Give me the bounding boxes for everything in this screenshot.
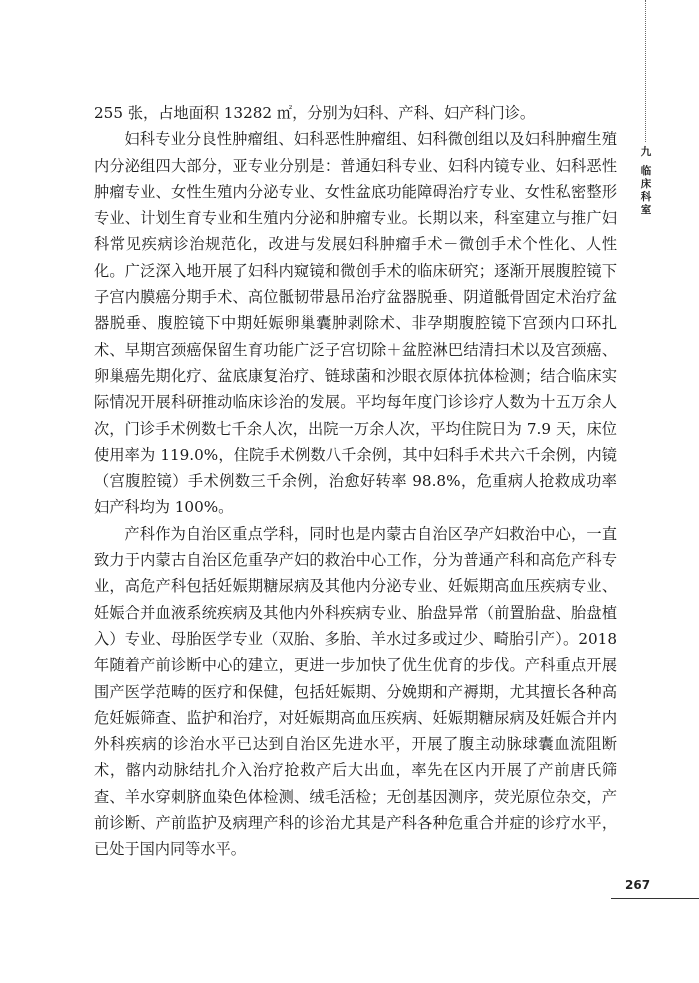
page-number-rule — [611, 898, 699, 899]
chapter-number: 九 — [640, 146, 652, 158]
paragraph-obstetrics: 产科作为自治区重点学科，同时也是内蒙古自治区孕产妇救治中心，一直致力于内蒙古自治区危重孕产妇的救治中心工作，分为普通产科和高危产科专业，高危产科包括妊娠期糖尿病及其他内分泌专业、妊娠期高血压疾病专业、妊娠合并血液系统疾病及其他内外科疾病专业、胎盘异常（前置胎盘、胎盘植入）专业、母胎医学专业（双胎、多胎、羊水过多或过少、畸胎引产）。2018 年随着产前诊断中心的建立，更进一步加快了优生优育的步伐。产科重点开展围产医学范畴的医疗和保健，包括妊娠期、分娩期和产褥期，尤其擅长各种高危妊娠筛查、监护和治疗，对妊娠期高血压疾病、妊娠期糖尿病及妊娠合并内外科疾病的诊治水平已达到自治区先进水平，开展了腹主动脉球囊血流阻断术，髂内动脉结扎介入治疗抢救产后大出血，率先在区内开展了产前唐氏筛查、羊水穿刺脐血染色体检测、绒毛活检；无创基因测序，荧光原位杂交，产前诊断、产前监护及病理产科的诊治尤其是产科各种危重合并症的诊疗水平，已处于国内同等水平。 — [94, 524, 617, 859]
paragraph-continuation: 255 张，占地面积 13282 ㎡，分别为妇科、产科、妇产科门诊。 — [94, 104, 536, 122]
chapter-title: 临床科室 — [640, 165, 652, 216]
paragraph-gynecology: 妇科专业分良性肿瘤组、妇科恶性肿瘤组、妇科微创组以及妇科肿瘤生殖内分泌组四大部分，亚专业分别是：普通妇科专业、妇科内镜专业、妇科恶性肿瘤专业、女性生殖内分泌专业、女性盆底功能障碍治疗专业、女性私密整形专业、计划生育专业和生殖内分泌和肿瘤专业。长期以来，科室建立与推广妇科常见疾病诊治规范化，改进与发展妇科肿瘤手术－微创手术个性化、人性化。广泛深入地开展了妇科内窥镜和微创手术的临床研究；逐渐开展腹腔镜下子宫内膜癌分期手术、高位骶韧带悬吊治疗盆器脱垂、阴道骶骨固定术治疗盆器脱垂、腹腔镜下中期妊娠卵巢囊肿剥除术、非孕期腹腔镜下宫颈内口环扎术、早期宫颈癌保留生育功能广泛子宫切除＋盆腔淋巴结清扫术以及宫颈癌、卵巢癌先期化疗、盆底康复治疗、链球菌和沙眼衣原体抗体检测；结合临床实际情况开展科研推动临床诊治的发展。平均每年度门诊诊疗人数为十五万余人次，门诊手术例数七千余人次，出院一万余人次，平均住院日为 7.9 天，床位使用率为 119.0%，住院手术例数八千余例，其中妇科手术共六千余例，内镜（宫腹腔镜）手术例数三千余例，治愈好转率 98.8%，危重病人抢救成功率妇产科均为 100%。 — [94, 130, 617, 517]
page-number: 267 — [625, 878, 651, 892]
body-text — [94, 100, 617, 863]
chapter-side-tab — [639, 146, 653, 217]
side-dotted-rule — [645, 0, 646, 142]
